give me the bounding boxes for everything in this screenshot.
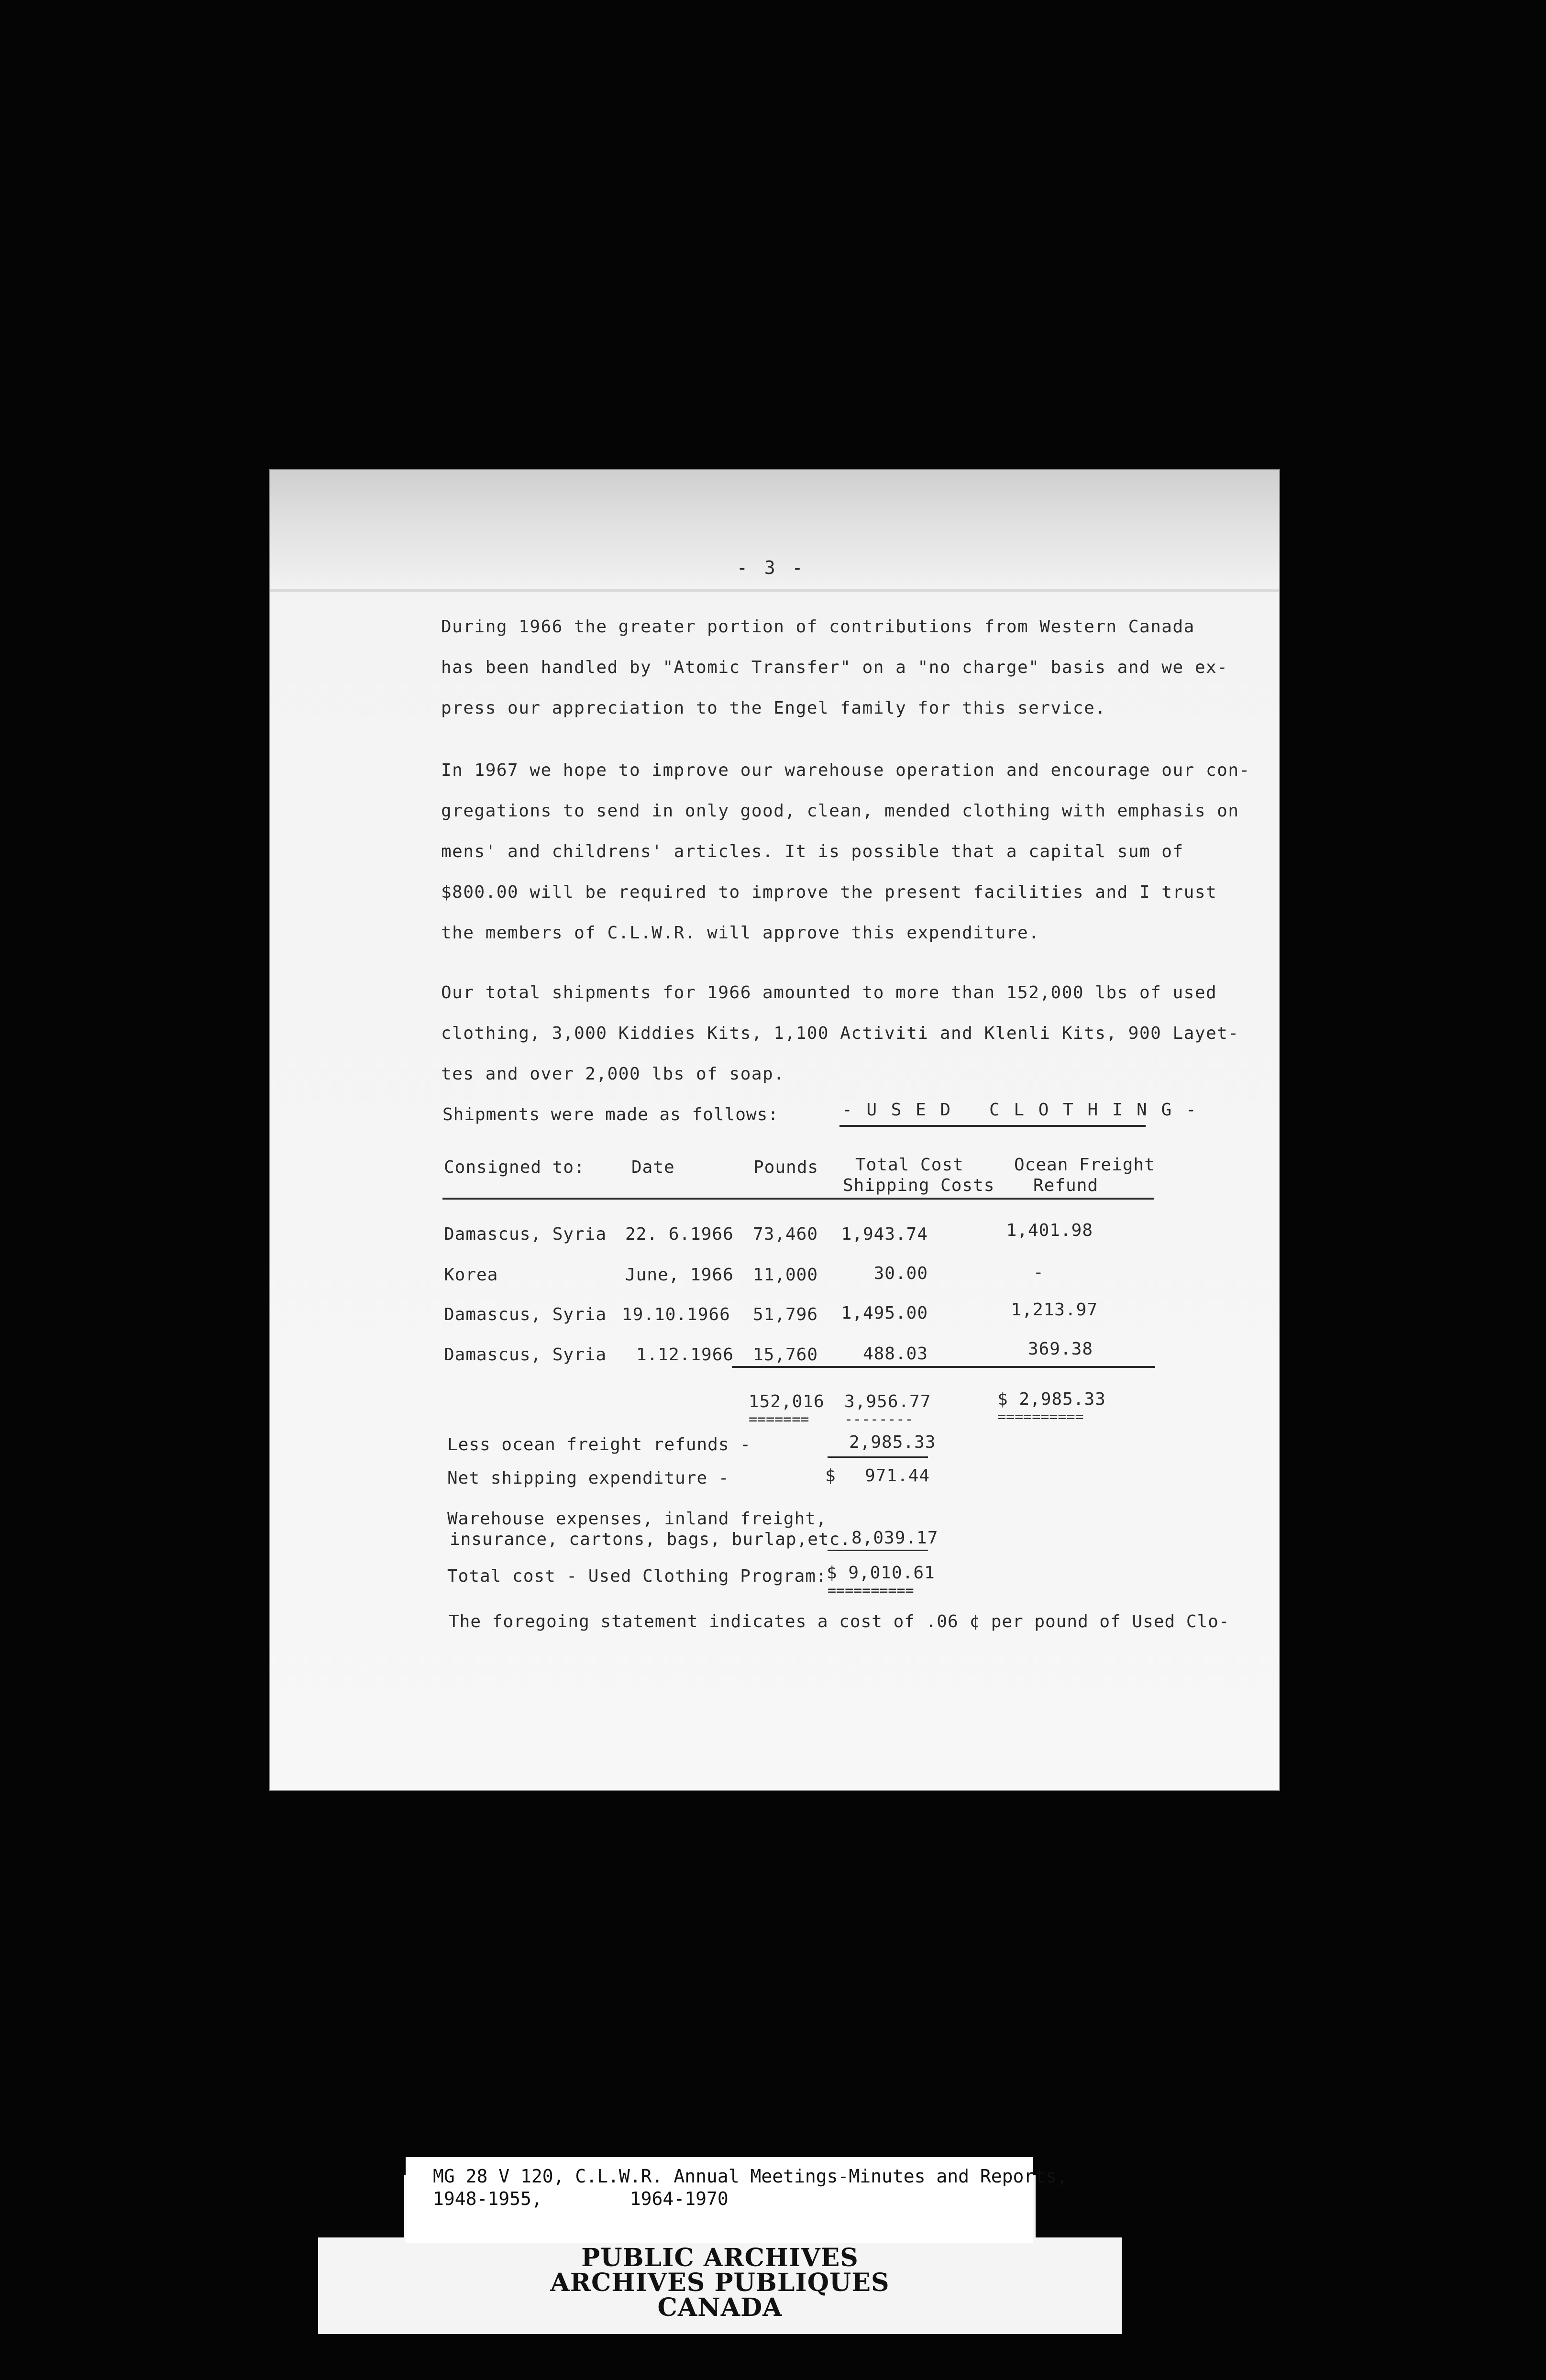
cell-refund: - <box>1033 1263 1044 1282</box>
warehouse-value: 8,039.17 <box>851 1528 939 1548</box>
cell-date: 22. 6.1966 <box>625 1224 734 1244</box>
paragraph-line: mens' and childrens' articles. It is possible that a capital sum of <box>441 842 1184 861</box>
total-cost-label: Total cost - Used Clothing Program: <box>447 1566 827 1586</box>
cell-refund: 1,213.97 <box>1011 1300 1098 1320</box>
cell-pounds: 51,796 <box>752 1305 818 1324</box>
archive-stamp-line-3: CANADA <box>657 2293 783 2322</box>
header-ocean-freight: Ocean Freight <box>1014 1155 1155 1175</box>
double-underline: ========== <box>828 1582 914 1599</box>
cell-cost: 488.03 <box>862 1344 928 1364</box>
header-pounds: Pounds <box>753 1157 819 1177</box>
cell-pounds: 15,760 <box>752 1345 818 1365</box>
cell-consigned: Damascus, Syria <box>444 1224 607 1244</box>
cell-date: 1.12.1966 <box>636 1345 734 1365</box>
total-cost-value: $ 9,010.61 <box>827 1563 935 1583</box>
archive-stamp-line-1: PUBLIC ARCHIVES <box>581 2243 859 2272</box>
cell-cost: 1,495.00 <box>841 1303 928 1323</box>
paragraph-line: gregations to send in only good, clean, mended clothing with emphasis on <box>441 801 1239 821</box>
archive-ref-line-1: MG 28 V 120, C.L.W.R. Annual Meetings-Minutes and Reports, <box>433 2166 1068 2187</box>
double-underline: ======= <box>749 1411 809 1428</box>
closing-line: The foregoing statement indicates a cost of .06 ¢ per pound of Used Clo- <box>449 1612 1230 1631</box>
net-shipping-label: Net shipping expenditure - <box>447 1468 729 1488</box>
cell-refund: 1,401.98 <box>1006 1221 1093 1240</box>
cell-consigned: Damascus, Syria <box>444 1305 607 1324</box>
header-consigned: Consigned to: <box>444 1157 585 1177</box>
total-pounds: 152,016 <box>749 1392 825 1411</box>
table-title: - U S E D C L O T H I N G - <box>842 1100 1198 1120</box>
cell-consigned: Korea <box>444 1265 498 1285</box>
total-refund: $ 2,985.33 <box>997 1389 1106 1409</box>
paragraph-line: Our total shipments for 1966 amounted to more than 152,000 lbs of used <box>441 983 1217 1003</box>
table-title-underline <box>839 1125 1146 1127</box>
page-number: - 3 - <box>737 557 806 578</box>
paragraph-line: During 1966 the greater portion of contributions from Western Canada <box>441 617 1195 637</box>
page-fold-shadow <box>270 589 1279 592</box>
totals-rule <box>732 1366 1155 1368</box>
cell-cost: 30.00 <box>873 1264 928 1283</box>
paragraph-line: $800.00 will be required to improve the present facilities and I trust <box>441 882 1217 902</box>
paragraph-line: In 1967 we hope to improve our warehouse operation and encourage our con- <box>441 760 1250 780</box>
net-shipping-value: 971.44 <box>865 1466 930 1486</box>
paragraph-line: press our appreciation to the Engel family for this service. <box>441 698 1106 718</box>
header-total-cost: Total Cost <box>855 1155 964 1175</box>
cell-pounds: 11,000 <box>752 1265 818 1285</box>
double-underline: ========== <box>997 1409 1084 1425</box>
cell-cost: 1,943.74 <box>841 1224 928 1244</box>
card-notch <box>318 2175 404 2237</box>
total-cost: 3,956.77 <box>844 1392 931 1411</box>
cell-pounds: 73,460 <box>752 1224 818 1244</box>
warehouse-label-1: Warehouse expenses, inland freight, <box>447 1509 827 1529</box>
header-rule <box>442 1198 1154 1200</box>
warehouse-label-2: insurance, cartons, bags, burlap,etc. <box>450 1530 851 1549</box>
header-refund: Refund <box>1033 1176 1099 1195</box>
paragraph-line: tes and over 2,000 lbs of soap. <box>441 1064 785 1084</box>
cell-date: June, 1966 <box>625 1265 734 1285</box>
archive-stamp-line-2: ARCHIVES PUBLIQUES <box>550 2268 890 2297</box>
archive-ref-line-2: 1948-1955, 1964-1970 <box>433 2188 729 2209</box>
cell-date: 19.10.1966 <box>622 1305 730 1324</box>
header-date: Date <box>631 1157 675 1177</box>
single-underline-dashed: -------- <box>844 1411 914 1428</box>
header-shipping-costs: Shipping Costs <box>843 1176 995 1195</box>
less-refunds-label: Less ocean freight refunds - <box>447 1435 751 1454</box>
paragraph-line: has been handled by "Atomic Transfer" on a "no charge" basis and we ex- <box>441 658 1228 677</box>
paragraph-line: clothing, 3,000 Kiddies Kits, 1,100 Activiti and Klenli Kits, 900 Layet- <box>441 1024 1239 1043</box>
net-shipping-currency: $ <box>825 1466 836 1486</box>
summary-rule <box>828 1550 928 1551</box>
shipments-intro: Shipments were made as follows: <box>442 1105 779 1124</box>
paragraph-line: the members of C.L.W.R. will approve this expenditure. <box>441 923 1040 943</box>
less-refunds-value: 2,985.33 <box>849 1432 936 1452</box>
summary-rule <box>828 1456 928 1458</box>
cell-refund: 369.38 <box>1027 1339 1093 1359</box>
cell-consigned: Damascus, Syria <box>444 1345 607 1365</box>
